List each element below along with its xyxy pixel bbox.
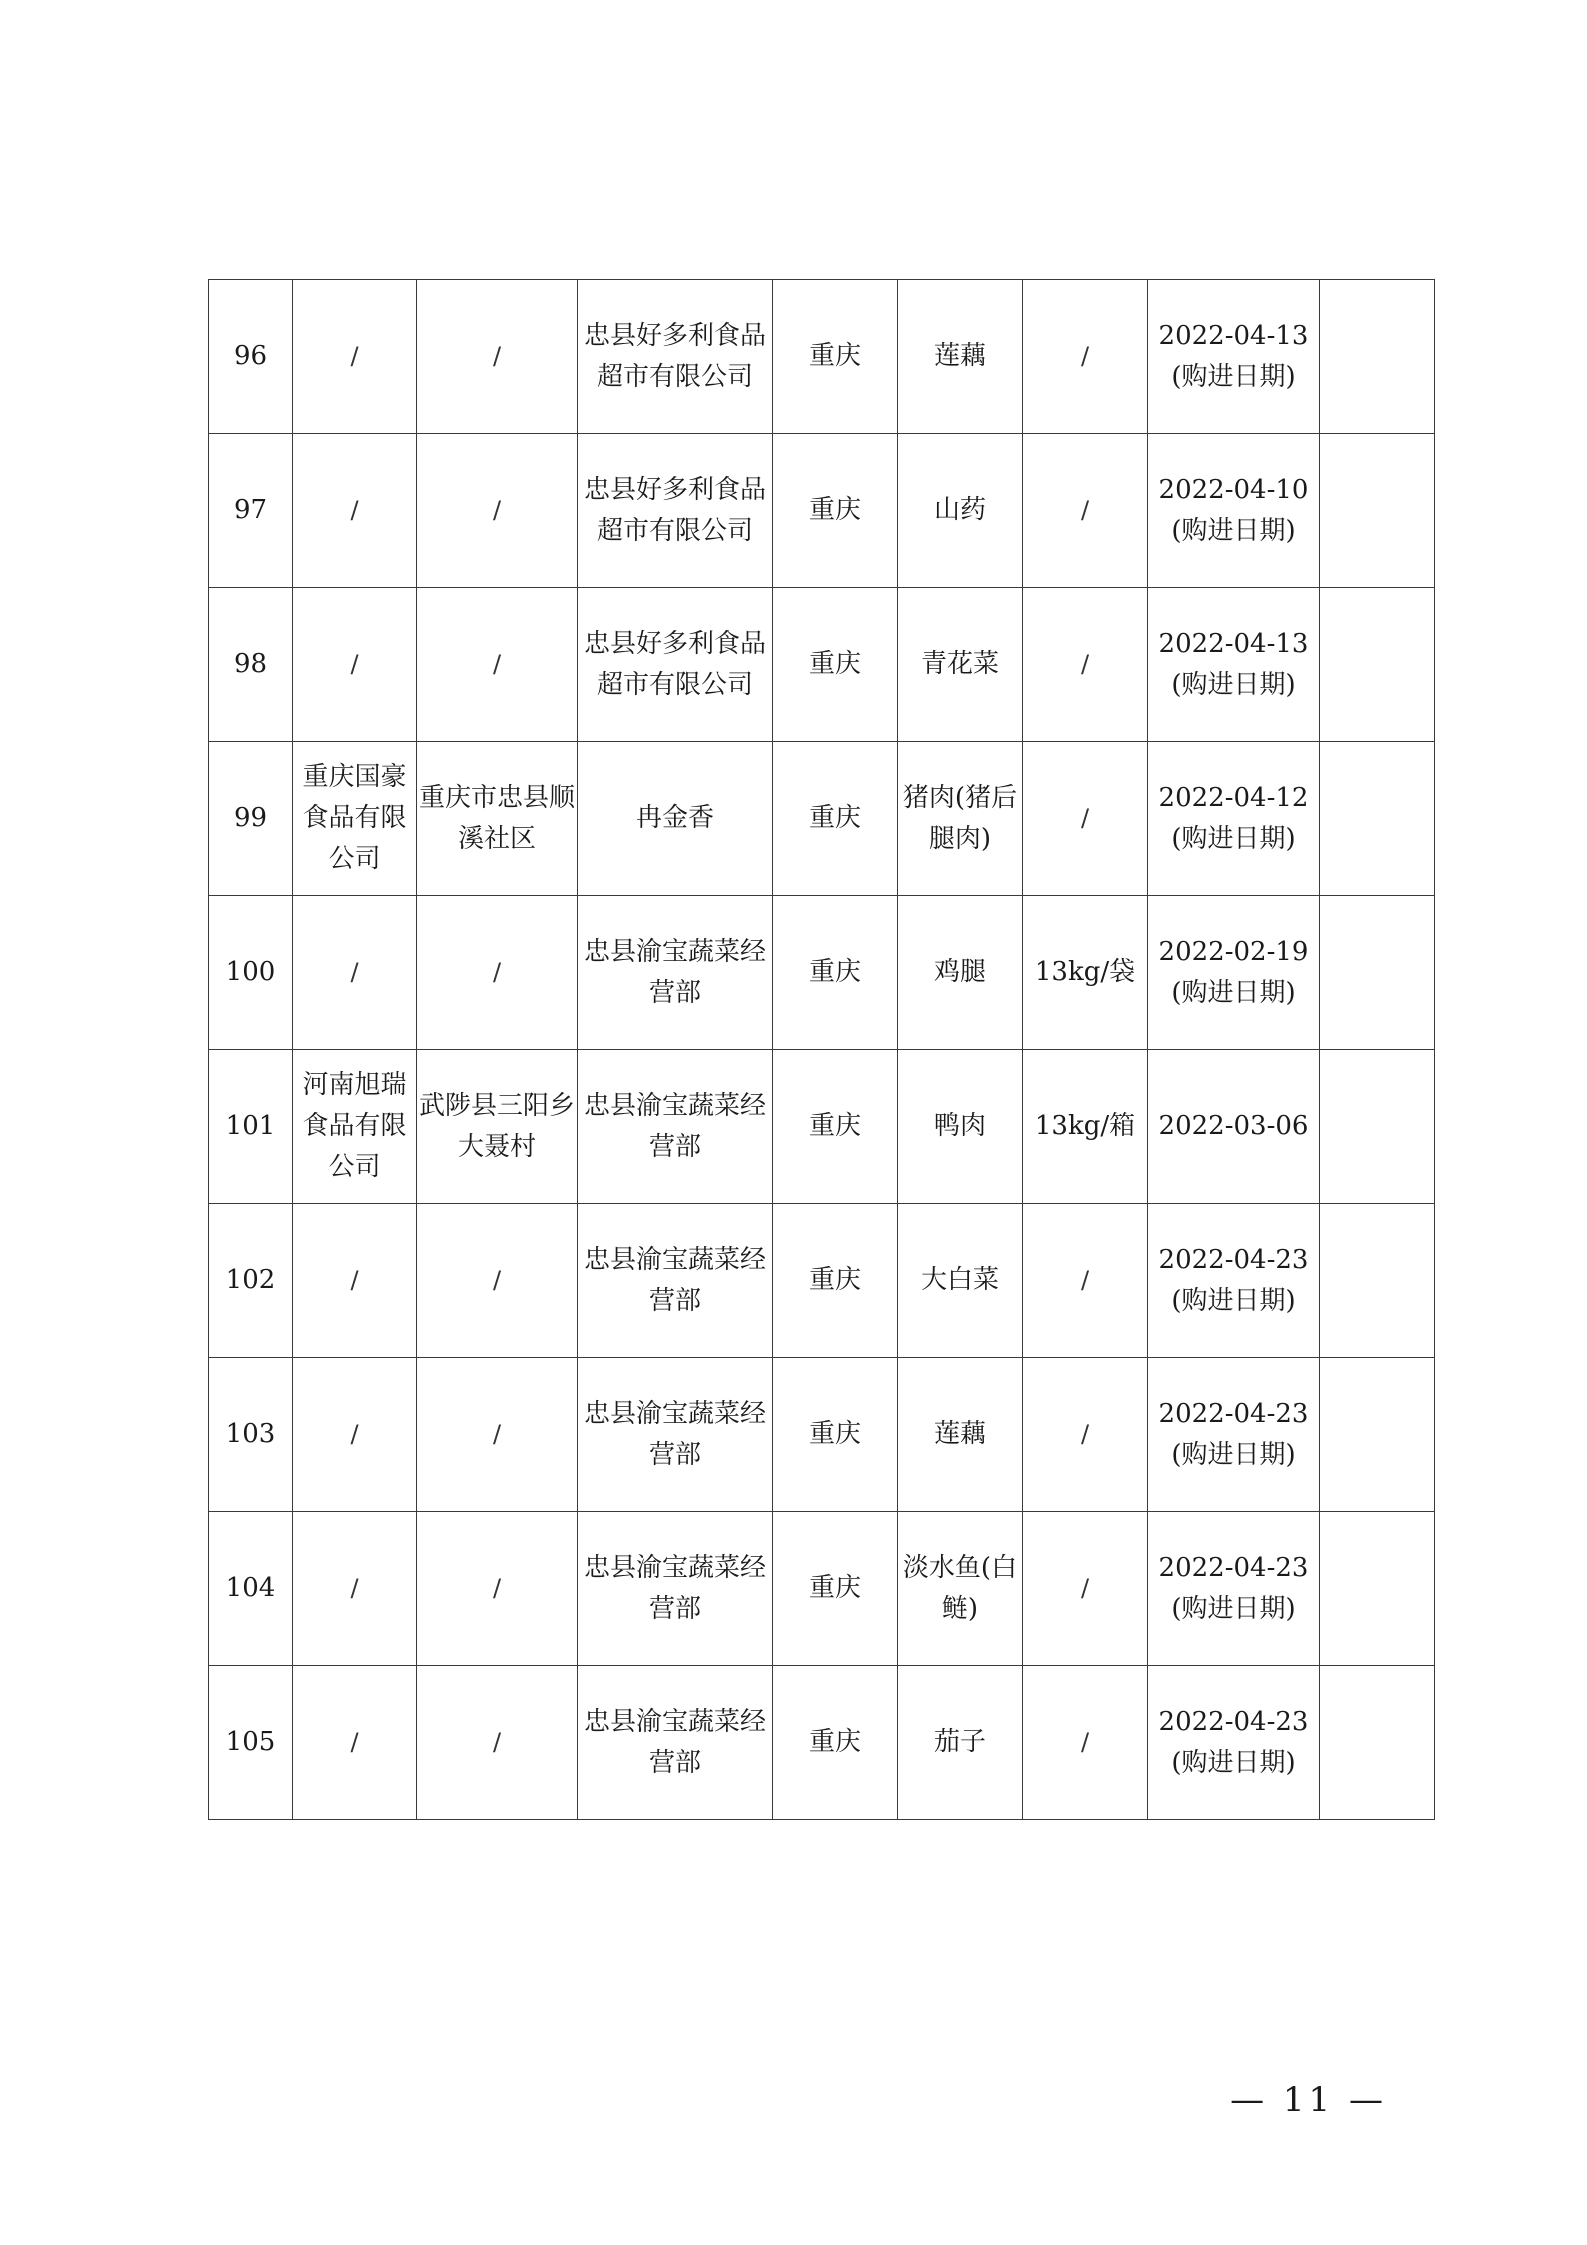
cell-date: 2022-04-23 (购进日期) — [1148, 1358, 1320, 1512]
cell-specification: 13kg/袋 — [1023, 896, 1148, 1050]
cell-date: 2022-04-13 (购进日期) — [1148, 280, 1320, 434]
cell-seller: 忠县好多利食品超市有限公司 — [578, 588, 773, 742]
cell-specification: 13kg/箱 — [1023, 1050, 1148, 1204]
cell-date: 2022-04-12 (购进日期) — [1148, 742, 1320, 896]
cell-region: 重庆 — [773, 1512, 898, 1666]
cell-seller: 忠县渝宝蔬菜经营部 — [578, 1050, 773, 1204]
cell-note — [1320, 434, 1435, 588]
cell-manufacturer: / — [293, 588, 417, 742]
table-row — [209, 434, 1435, 588]
table-row — [209, 588, 1435, 742]
cell-manufacturer-address: / — [417, 1512, 578, 1666]
cell-date: 2022-04-23 (购进日期) — [1148, 1666, 1320, 1820]
cell-product-name: 莲藕 — [898, 280, 1023, 434]
cell-note — [1320, 1204, 1435, 1358]
cell-date: 2022-04-23 (购进日期) — [1148, 1204, 1320, 1358]
cell-serial-number: 99 — [209, 742, 293, 896]
cell-note — [1320, 896, 1435, 1050]
page-number: — 11 — — [1230, 2080, 1387, 2120]
cell-specification: / — [1023, 1666, 1148, 1820]
table-row — [209, 1512, 1435, 1666]
cell-note — [1320, 742, 1435, 896]
table-row — [209, 1204, 1435, 1358]
cell-region: 重庆 — [773, 1204, 898, 1358]
cell-region: 重庆 — [773, 896, 898, 1050]
cell-region: 重庆 — [773, 434, 898, 588]
cell-manufacturer-address: / — [417, 1666, 578, 1820]
cell-product-name: 淡水鱼(白鲢) — [898, 1512, 1023, 1666]
cell-manufacturer-address: / — [417, 1358, 578, 1512]
cell-manufacturer-address: / — [417, 280, 578, 434]
cell-specification: / — [1023, 588, 1148, 742]
cell-serial-number: 100 — [209, 896, 293, 1050]
cell-note — [1320, 1512, 1435, 1666]
cell-specification: / — [1023, 434, 1148, 588]
cell-region: 重庆 — [773, 588, 898, 742]
cell-seller: 冉金香 — [578, 742, 773, 896]
cell-product-name: 青花菜 — [898, 588, 1023, 742]
cell-manufacturer: / — [293, 1666, 417, 1820]
cell-product-name: 莲藕 — [898, 1358, 1023, 1512]
cell-serial-number: 103 — [209, 1358, 293, 1512]
cell-manufacturer-address: / — [417, 434, 578, 588]
cell-serial-number: 102 — [209, 1204, 293, 1358]
cell-region: 重庆 — [773, 1050, 898, 1204]
cell-note — [1320, 1358, 1435, 1512]
cell-product-name: 鸭肉 — [898, 1050, 1023, 1204]
cell-manufacturer-address: 武陟县三阳乡大聂村 — [417, 1050, 578, 1204]
cell-manufacturer-address: / — [417, 896, 578, 1050]
cell-manufacturer: 重庆国豪食品有限公司 — [293, 742, 417, 896]
cell-product-name: 鸡腿 — [898, 896, 1023, 1050]
table-row — [209, 1050, 1435, 1204]
cell-note — [1320, 1050, 1435, 1204]
cell-manufacturer: / — [293, 896, 417, 1050]
cell-product-name: 山药 — [898, 434, 1023, 588]
sampling-results-table — [208, 279, 1435, 1820]
cell-specification: / — [1023, 1358, 1148, 1512]
cell-seller: 忠县好多利食品超市有限公司 — [578, 280, 773, 434]
cell-specification: / — [1023, 742, 1148, 896]
table-row — [209, 1666, 1435, 1820]
cell-date: 2022-04-23 (购进日期) — [1148, 1512, 1320, 1666]
cell-region: 重庆 — [773, 1666, 898, 1820]
cell-region: 重庆 — [773, 280, 898, 434]
cell-product-name: 茄子 — [898, 1666, 1023, 1820]
cell-specification: / — [1023, 1204, 1148, 1358]
cell-seller: 忠县渝宝蔬菜经营部 — [578, 1666, 773, 1820]
cell-product-name: 大白菜 — [898, 1204, 1023, 1358]
table-body — [209, 280, 1435, 1820]
cell-specification: / — [1023, 1512, 1148, 1666]
cell-serial-number: 96 — [209, 280, 293, 434]
cell-seller: 忠县渝宝蔬菜经营部 — [578, 896, 773, 1050]
cell-region: 重庆 — [773, 1358, 898, 1512]
cell-serial-number: 101 — [209, 1050, 293, 1204]
cell-date: 2022-04-10 (购进日期) — [1148, 434, 1320, 588]
cell-seller: 忠县好多利食品超市有限公司 — [578, 434, 773, 588]
cell-seller: 忠县渝宝蔬菜经营部 — [578, 1204, 773, 1358]
cell-product-name: 猪肉(猪后腿肉) — [898, 742, 1023, 896]
cell-manufacturer: / — [293, 1358, 417, 1512]
cell-manufacturer-address: / — [417, 1204, 578, 1358]
cell-serial-number: 98 — [209, 588, 293, 742]
cell-manufacturer: / — [293, 434, 417, 588]
table-row — [209, 280, 1435, 434]
cell-manufacturer: / — [293, 1204, 417, 1358]
table-row — [209, 1358, 1435, 1512]
cell-manufacturer: / — [293, 280, 417, 434]
cell-region: 重庆 — [773, 742, 898, 896]
cell-seller: 忠县渝宝蔬菜经营部 — [578, 1358, 773, 1512]
cell-seller: 忠县渝宝蔬菜经营部 — [578, 1512, 773, 1666]
cell-specification: / — [1023, 280, 1148, 434]
cell-serial-number: 104 — [209, 1512, 293, 1666]
cell-manufacturer: 河南旭瑞食品有限公司 — [293, 1050, 417, 1204]
cell-note — [1320, 280, 1435, 434]
cell-date: 2022-04-13 (购进日期) — [1148, 588, 1320, 742]
cell-note — [1320, 1666, 1435, 1820]
cell-serial-number: 97 — [209, 434, 293, 588]
cell-manufacturer-address: / — [417, 588, 578, 742]
table-row — [209, 896, 1435, 1050]
cell-serial-number: 105 — [209, 1666, 293, 1820]
cell-date: 2022-02-19 (购进日期) — [1148, 896, 1320, 1050]
table-row — [209, 742, 1435, 896]
cell-note — [1320, 588, 1435, 742]
cell-manufacturer: / — [293, 1512, 417, 1666]
cell-date: 2022-03-06 — [1148, 1050, 1320, 1204]
cell-manufacturer-address: 重庆市忠县顺溪社区 — [417, 742, 578, 896]
